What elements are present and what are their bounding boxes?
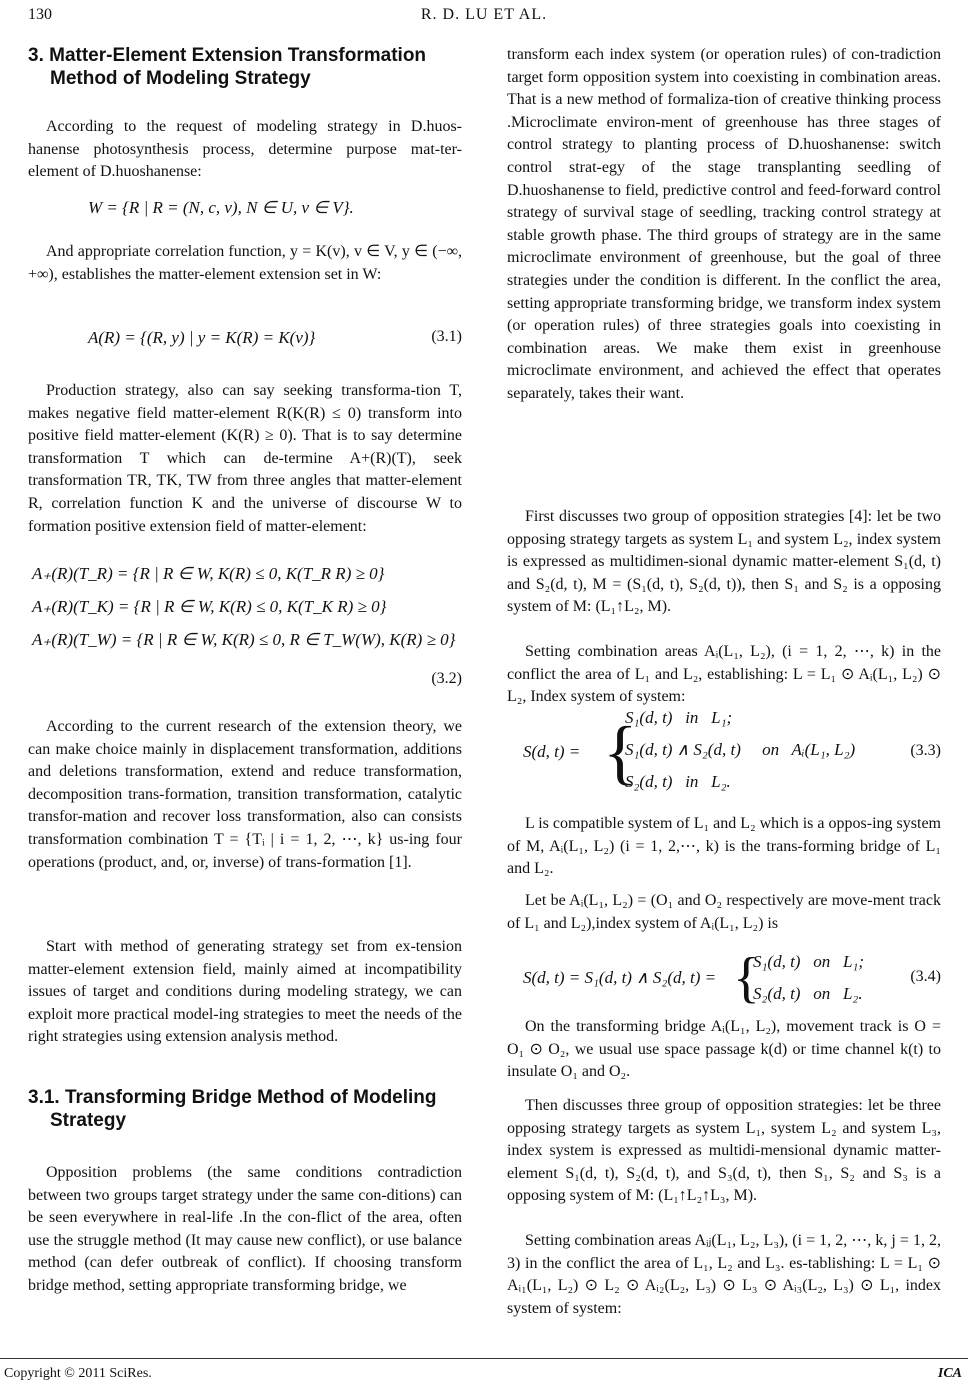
- paragraph: Then discusses three group of opposition strategies: let be three opposing strategy targets as system L₁, system L₂ and system L₃, index system is expressed as multidi-mensional dynamic matter-element S₁(d, t), S₂(d, t), and S₃(d, t), then S₁, S₂ and S₃ is a opposing system of M: (L₁↑L₂↑L₃, M).: [507, 1097, 941, 1205]
- equation-line: A₊(R)(T_W) = {R | R ∈ W, K(R) ≤ 0, R ∈ T_W(W), K(R) ≥ 0}: [32, 630, 456, 649]
- equation-lhs: S(d, t) =: [523, 742, 581, 761]
- paragraph: Start with method of generating strategy set from ex-tension matter-element extension field, mainly aimed at incompatibility issues of target and conditions during modeling strategy, we can exploit more practical model-ing strategies to meet the needs of the right strategies using extension analysis method.: [28, 938, 462, 1046]
- paragraph: According to the current research of the extension theory, we can make choice mainly in displacement transformation, additions and deletions transformation, extend and reduce transformation, decomposition trans-formation, transition transformation, catalytic transfor-mation and recover loss transformation, also can consists transformation combination T = {Tᵢ | i = 1, 2, ⋯, k} us-ing four operations (product, and, or, inverse) of trans-formation [1].: [28, 718, 462, 871]
- equation-line: S₂(d, t) in L₂.: [625, 772, 731, 791]
- equation-number: (3.2): [431, 670, 462, 687]
- equation-line: S₁(d, t) in L₁;: [625, 708, 733, 727]
- equation-3-4: [507, 947, 941, 1014]
- equation-3-2: [28, 560, 462, 700]
- equation-line: S₂(d, t) on L₂.: [753, 984, 863, 1003]
- equation-3-3: [507, 708, 941, 800]
- paragraph: Setting combination areas Aᵢ(L₁, L₂), (i = 1, 2, ⋯, k) in the conflict the area of L₁ and L₂, establishing: L = L₁ ⊙ Aᵢ(L₁, L₂) ⊙ L₂, Index system of system:: [507, 643, 941, 706]
- equation-3-1: A(R) = {(R, y) | y = K(R) = K(v)}: [88, 328, 316, 347]
- equation-line: A₊(R)(T_R) = {R | R ∈ W, K(R) ≤ 0, K(T_R R) ≥ 0}: [32, 564, 385, 583]
- equation-number: (3.3): [910, 742, 941, 759]
- footer-divider: [0, 1358, 968, 1359]
- paragraph: L is compatible system of L₁ and L₂ which is a oppos-ing system of M, Aᵢ(L₁, L₂) (i = 1, 2,⋯, k) is the trans-forming bridge of L₁ and L₂.: [507, 815, 941, 878]
- paragraph: On the transforming bridge Aᵢ(L₁, L₂), movement track is O = O₁ ⊙ O₂, we usual use space passage k(d) or time channel k(t) to insulate O₁ and O₂.: [507, 1018, 941, 1081]
- section-heading-3: 3. Matter-Element Extension Transformation Method of Modeling Strategy: [28, 45, 427, 89]
- section-heading-3-1: 3.1. Transforming Bridge Method of Modeling Strategy: [28, 1087, 437, 1131]
- paragraph: According to the request of modeling strategy in D.huos-hanense photosynthesis process, determine purpose mat-ter-element of D.huoshanense:: [28, 118, 462, 181]
- paragraph: Opposition problems (the same conditions contradiction between two groups target strategy under the same con-ditions) can be seen everywhere in real-life .In the con-flict of the area, often use the struggle method (It may cause new conflict), or use balance method (can defer outbreak of conflict). If choosing transform bridge method, setting appropriate transforming bridge, we: [28, 1164, 462, 1294]
- equation-number: (3.1): [431, 328, 462, 345]
- paragraph: Setting combination areas Aᵢⱼ(L₁, L₂, L₃), (i = 1, 2, ⋯, k, j = 1, 2, 3) in the conflict the area of L₁, L₂ and L₃. es-tablishing: L = L₁ ⊙ Aᵢ₁(L₁, L₂) ⊙ L₂ ⊙ Aᵢ₂(L₂, L₃) ⊙ L₃ ⊙ Aᵢ₃(L₂, L₃) ⊙ L₁, index system of system:: [507, 1232, 941, 1317]
- paragraph: First discusses two group of opposition strategies [4]: let be two opposing strategy targets as system L₁ and system L₂, index system is expressed as multidimen-sional dynamic matter-element S₁(d, t) and S₂(d, t), M = (S₁(d, t), S₂(d, t)), then S₁ and S₂ is a opposing system of M: (L₁↑L₂, M).: [507, 508, 941, 616]
- paragraph: And appropriate correlation function, y = K(v), v ∈ V, y ∈ (−∞, +∞), establishes the matter-element extension set in W:: [28, 243, 462, 283]
- paragraph: transform each index system (or operation rules) of con-tradiction target form opposition system into coexisting in combination areas. That is a new method of formaliza-tion of creative thinking process .Microclimate environ-ment of greenhouse has three stages of control strategy to planting process of D.huoshanense: switch control strat-egy of the stage transplanting seedling of D.huoshanense to field, predictive control and feed-forward control strategy of survival stage of seedling, tracking control strategy at stable growth phase. The third groups of strategy are in the same microclimate environment of greenhouse, but the goal of three strategies under the condition is different. In the conflict the area, setting appropriate transforming bridge, we transform index system (or operation rules) of three strategies goals into coexisting in combination areas. We make them exist in greenhouse microclimate environment, and achieved the effect that operates separately, takes their want.: [507, 46, 941, 402]
- copyright: Copyright © 2011 SciRes.: [4, 1366, 152, 1381]
- running-title: R. D. LU ET AL.: [420, 6, 548, 23]
- equation-line: S₁(d, t) ∧ S₂(d, t) on Aᵢ(L₁, L₂): [625, 740, 856, 759]
- page-number: 130: [28, 6, 52, 23]
- equation-number: (3.4): [910, 968, 941, 985]
- paragraph: Production strategy, also can say seeking transforma-tion T, makes negative field matter-element R(K(R) ≤ 0) transform into positive field matter-element (K(R) ≥ 0). That is to say determine transformation T which can de-termine A+(R)(T), seek transformation TR, TK, TW from three angles that matter-element R, correlation function K and the universe of discourse W to formation positive extension field of matter-element:: [28, 382, 462, 535]
- journal-name: ICA: [937, 1366, 962, 1381]
- equation-lhs: S(d, t) = S₁(d, t) ∧ S₂(d, t) =: [523, 968, 717, 987]
- equation: W = {R | R = (N, c, v), N ∈ U, v ∈ V}.: [88, 198, 354, 217]
- brace-icon: {: [603, 712, 638, 792]
- paragraph: Let be Aᵢ(L₁, L₂) = (O₁ and O₂ respectively are move-ment track of L₁ and L₂),index system of Aᵢ(L₁, L₂) is: [507, 892, 941, 932]
- brace-icon: {: [733, 947, 760, 1009]
- equation-line: A₊(R)(T_K) = {R | R ∈ W, K(R) ≤ 0, K(T_K R) ≥ 0}: [32, 597, 387, 616]
- equation-line: S₁(d, t) on L₁;: [753, 952, 864, 971]
